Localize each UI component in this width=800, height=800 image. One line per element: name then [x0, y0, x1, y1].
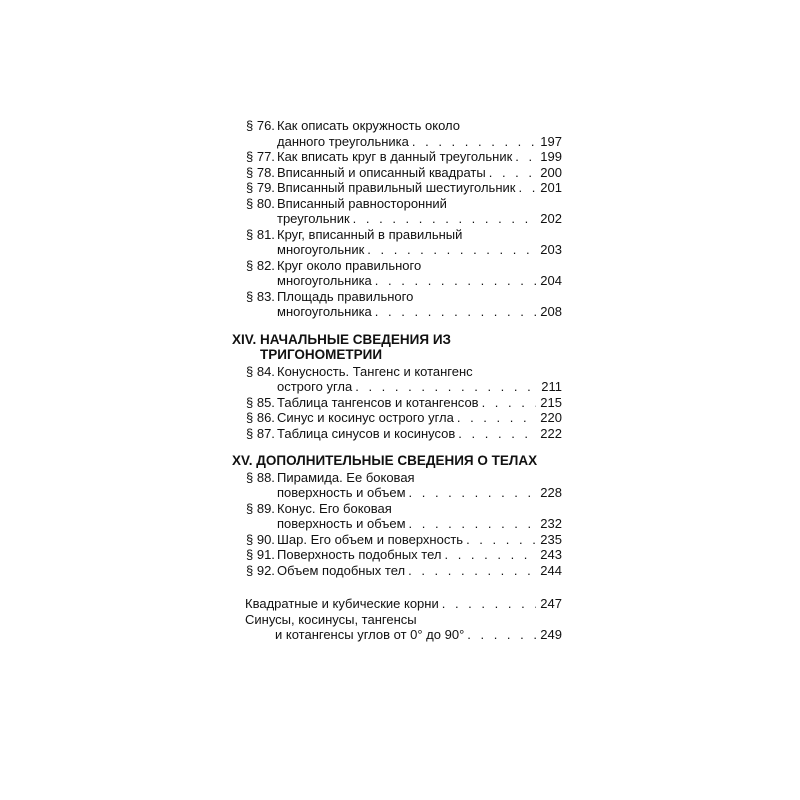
- section-number: § 90.: [246, 531, 275, 547]
- section-number: § 81.: [246, 226, 275, 242]
- toc-entry[interactable]: [232, 532, 562, 548]
- entry-title-line: многоугольника: [277, 304, 372, 319]
- page-number: 197: [540, 133, 562, 149]
- toc-entry[interactable]: [232, 364, 562, 395]
- entry-title-line: Таблица синусов и косинусов: [277, 425, 456, 441]
- toc-entry[interactable]: [232, 501, 562, 532]
- entry-title-line: Площадь правильного: [277, 288, 414, 304]
- entry-title-line: поверхность и объем: [277, 485, 406, 500]
- entry-title-line: острого угла: [277, 379, 353, 394]
- toc-entry[interactable]: [232, 470, 562, 501]
- entry-title-line: Квадратные и кубические корни: [245, 596, 439, 611]
- page-number: 228: [540, 485, 562, 500]
- entry-title-line: Конусность. Тангенс и котангенс: [277, 363, 473, 379]
- dot-leader: [489, 165, 537, 181]
- toc-entry[interactable]: [232, 227, 562, 258]
- toc-entry[interactable]: [232, 196, 562, 227]
- section-number: § 76.: [246, 118, 275, 133]
- toc-entry[interactable]: [232, 426, 562, 442]
- entry-title-line: Вписанный и описанный квадраты: [277, 164, 486, 180]
- page-number: 211: [541, 379, 562, 394]
- toc-entry[interactable]: [232, 180, 562, 196]
- toc-section: [232, 453, 562, 578]
- chapter-heading-line: XV. ДОПОЛНИТЕЛЬНЫЕ СВЕДЕНИЯ О ТЕЛАХ: [232, 453, 538, 468]
- entry-title-line: Как вписать круг в данный треугольник: [277, 149, 513, 164]
- page-number: 220: [540, 410, 562, 425]
- page-number: 204: [540, 273, 562, 288]
- toc-entry[interactable]: [232, 258, 562, 289]
- entry-title-line: Объем подобных тел: [277, 562, 406, 578]
- section-number: § 78.: [246, 164, 275, 180]
- chapter-heading-line: XIV. НАЧАЛЬНЫЕ СВЕДЕНИЯ ИЗ: [232, 331, 451, 347]
- section-number: § 91.: [246, 547, 275, 562]
- page-number: 232: [540, 516, 562, 531]
- dot-leader: [409, 516, 537, 532]
- section-number: § 77.: [246, 149, 275, 164]
- page-number: 247: [540, 596, 562, 611]
- entry-title-line: Таблица тангенсов и котангенсов: [277, 394, 479, 410]
- page-number: 208: [540, 304, 562, 319]
- section-number: § 87.: [246, 425, 275, 441]
- entry-title-line: поверхность и объем: [277, 516, 406, 531]
- entry-title-line: Круг, вписанный в правильный: [277, 226, 463, 242]
- section-number: § 89.: [246, 500, 275, 516]
- toc-entry[interactable]: [232, 596, 562, 612]
- toc-entry[interactable]: [232, 165, 562, 181]
- toc-entry[interactable]: [232, 289, 562, 320]
- section-number: § 86.: [246, 410, 275, 425]
- dot-leader: [442, 596, 537, 612]
- dot-leader: [375, 273, 537, 289]
- page-number: 200: [540, 164, 562, 180]
- page-number: 249: [540, 627, 562, 642]
- dot-leader: [457, 410, 536, 426]
- toc-entry[interactable]: [232, 395, 562, 411]
- page-number: 203: [540, 242, 562, 257]
- toc-entry[interactable]: [232, 410, 562, 426]
- entry-title-line: Круг около правильного: [277, 257, 422, 273]
- section-number: § 92.: [246, 562, 275, 578]
- section-number: § 82.: [246, 257, 275, 273]
- dot-leader: [408, 563, 536, 579]
- page-number: 199: [540, 149, 562, 164]
- toc-entry[interactable]: [232, 612, 562, 643]
- page-number: 235: [540, 531, 562, 547]
- section-number: § 88.: [246, 469, 275, 485]
- toc-section: [232, 118, 562, 320]
- dot-leader: [466, 532, 536, 548]
- entry-title-line: и котангенсы углов от 0° до 90°: [275, 627, 465, 642]
- page-number: 215: [540, 394, 562, 410]
- entry-title-line: Шар. Его объем и поверхность: [277, 531, 464, 547]
- section-number: § 85.: [246, 394, 275, 410]
- dot-leader: [515, 149, 536, 165]
- spacer: [232, 578, 562, 596]
- section-number: § 84.: [246, 363, 275, 379]
- entry-title-line: данного треугольника: [277, 133, 409, 149]
- entry-title-line: Синус и косинус острого угла: [277, 410, 454, 425]
- entry-title-line: Вписанный равносторонний: [277, 195, 447, 211]
- dot-leader: [367, 242, 536, 258]
- entry-title-line: Вписанный правильный шестиугольник: [277, 180, 516, 195]
- entry-title-line: Поверхность подобных тел: [277, 547, 442, 562]
- dot-leader: [518, 180, 536, 196]
- page-number: 202: [540, 211, 562, 226]
- chapter-heading[interactable]: [232, 332, 562, 363]
- section-number: § 83.: [246, 288, 275, 304]
- table-of-contents: [232, 118, 562, 643]
- dot-leader: [355, 379, 537, 395]
- toc-entry[interactable]: [232, 149, 562, 165]
- toc-entry[interactable]: [232, 547, 562, 563]
- dot-leader: [375, 304, 537, 320]
- toc-appendix: [232, 596, 562, 643]
- entry-title-line: Синусы, косинусы, тангенсы: [245, 611, 417, 627]
- page-number: 244: [540, 562, 562, 578]
- entry-title-line: Пирамида. Ее боковая: [277, 469, 415, 485]
- toc-entry[interactable]: [232, 118, 562, 149]
- dot-leader: [467, 627, 536, 643]
- entry-title-line: Как описать окружность около: [277, 118, 460, 133]
- entry-title-line: многоугольника: [277, 273, 372, 288]
- page-number: 222: [540, 425, 562, 441]
- page-number: 201: [540, 180, 562, 195]
- section-number: § 79.: [246, 180, 275, 195]
- dot-leader: [409, 485, 537, 501]
- entry-title-line: многоугольник: [277, 242, 365, 257]
- entry-title-line: треугольник: [277, 211, 350, 226]
- toc-section: [232, 332, 562, 442]
- chapter-heading-line: ТРИГОНОМЕТРИИ: [260, 347, 383, 362]
- dot-leader: [458, 426, 536, 442]
- dot-leader: [353, 211, 537, 227]
- toc-entry[interactable]: [232, 563, 562, 579]
- dot-leader: [444, 547, 536, 563]
- dot-leader: [482, 395, 537, 411]
- section-number: § 80.: [246, 195, 275, 211]
- chapter-heading[interactable]: [232, 453, 562, 469]
- dot-leader: [412, 134, 536, 150]
- page-number: 243: [540, 547, 562, 562]
- entry-title-line: Конус. Его боковая: [277, 500, 392, 516]
